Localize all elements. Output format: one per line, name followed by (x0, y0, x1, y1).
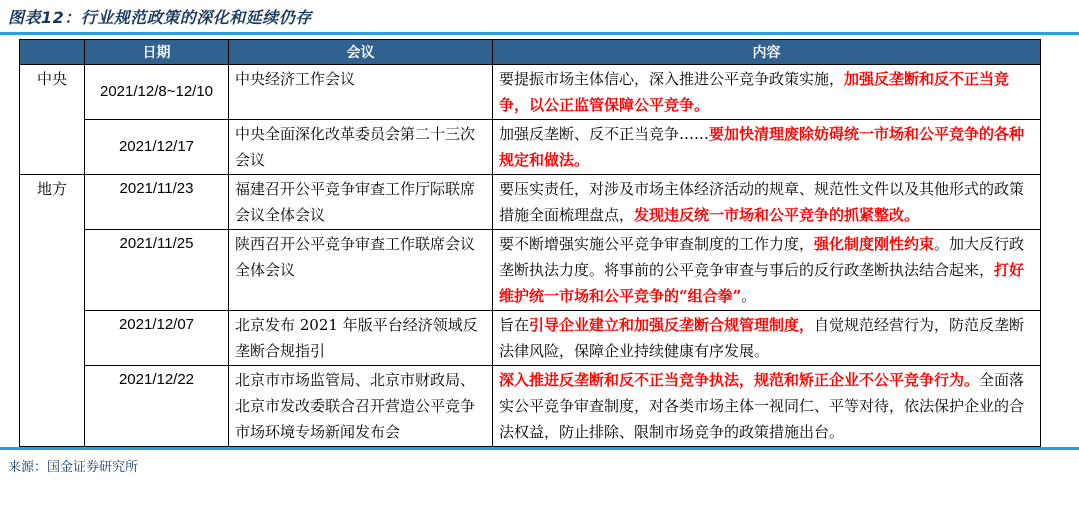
content-cell (493, 65, 1041, 120)
content-text: 。加大反行政垄断执法力度。将事前的公平竞争审查与事后的反行政垄断执法结合起来， (499, 235, 1025, 279)
content-highlight-text: 要加快清理废除妨碍统一市场和公平竞争的各种规定和做法。 (499, 125, 1025, 169)
header-group (20, 40, 85, 65)
content-highlight-text: 深入推进反垄断和反不正当竞争执法，规范和矫正企业不公平竞争行为。 (499, 371, 980, 389)
meeting-cell: 北京发布 2021 年版平台经济领域反垄断合规指引 (229, 311, 493, 366)
table-body (20, 65, 1041, 447)
meeting-cell: 中央经济工作会议 (229, 65, 493, 120)
date-cell: 2021/11/25 (85, 230, 229, 311)
meeting-cell: 福建召开公平竞争审查工作厅际联席会议全体会议 (229, 175, 493, 230)
table-row (20, 311, 1041, 366)
figure-title: 图表12：行业规范政策的深化和延续仍存 (8, 8, 312, 27)
date-cell: 2021/12/07 (85, 311, 229, 366)
table-row (20, 120, 1041, 175)
table-row (20, 366, 1041, 447)
content-text: 要不断增强实施公平竞争审查制度的工作力度， (499, 235, 815, 253)
meeting-cell: 陕西召开公平竞争审查工作联席会议全体会议 (229, 230, 493, 311)
content-text: 要压实责任，对涉及市场主体经济活动的规章、规范性文件以及其他形式的政策措施全面梳理盘点， (499, 180, 1025, 224)
meeting-cell: 北京市市场监管局、北京市财政局、北京市发改委联合召开营造公平竞争市场环境专场新闻发布会 (229, 366, 493, 447)
header-date: 日期 (85, 40, 229, 65)
content-cell (493, 311, 1041, 366)
group-cell: 地方 (20, 175, 85, 447)
date-cell: 2021/12/17 (85, 120, 229, 175)
table-container (0, 35, 1079, 447)
group-cell: 中央 (20, 65, 85, 175)
content-text: 加强反垄断、反不正当竞争…… (499, 125, 710, 143)
content-cell (493, 120, 1041, 175)
date-cell: 2021/12/8~12/10 (85, 65, 229, 120)
table-row (20, 65, 1041, 120)
table-header (20, 40, 1041, 65)
table-row (20, 230, 1041, 311)
source-note: 来源：国金证券研究所 (8, 460, 139, 475)
content-cell (493, 230, 1041, 311)
date-cell: 2021/12/22 (85, 366, 229, 447)
content-highlight-text: 发现违反统一市场和公平竞争的抓紧整改。 (634, 206, 920, 224)
content-highlight-text: 引导企业建立和加强反垄断合规管理制度， (529, 316, 815, 334)
content-text: 要提振市场主体信心，深入推进公平竞争政策实施， (499, 70, 845, 88)
content-text: 旨在 (499, 316, 530, 334)
header-meeting: 会议 (229, 40, 493, 65)
content-text: 全面落实公平竞争审查制度，对各类市场主体一视同仁、平等对待，依法保护企业的合法权益，防止排除、限制市场竞争的政策措施出台。 (499, 371, 1025, 441)
content-text: 。 (741, 287, 757, 305)
policy-table (19, 39, 1041, 447)
content-highlight-text: 加强反垄断和反不正当竞争，以公正监管保障公平竞争。 (499, 70, 1010, 114)
date-cell: 2021/11/23 (85, 175, 229, 230)
content-cell (493, 366, 1041, 447)
content-highlight-text: 打好维护统一市场和公平竞争的“组合拳” (499, 261, 1025, 305)
table-row (20, 175, 1041, 230)
content-highlight-text: 强化制度刚性约束 (814, 235, 935, 253)
meeting-cell: 中央全面深化改革委员会第二十三次会议 (229, 120, 493, 175)
header-content: 内容 (493, 40, 1041, 65)
content-text: 自觉规范经营行为，防范反垄断法律风险，保障企业持续健康有序发展。 (499, 316, 1025, 360)
content-cell (493, 175, 1041, 230)
